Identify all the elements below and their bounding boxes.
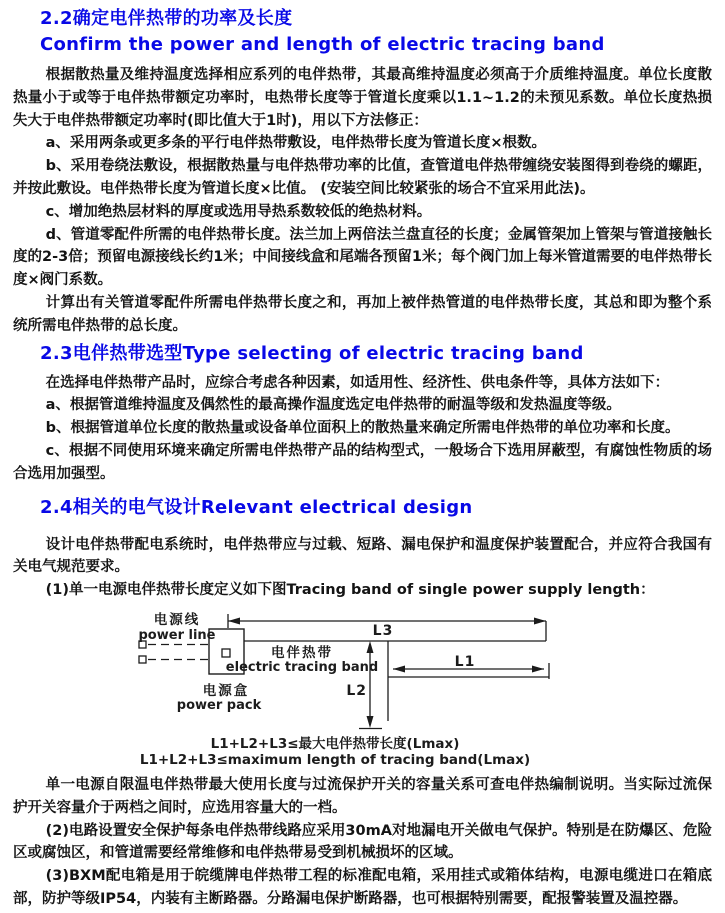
list-item-a-parallel-bands: a、采用两条或更多条的平行电伴热带敷设，电伴热带长度为管道长度×根数。	[45, 135, 547, 152]
l2-arrow-top	[367, 641, 374, 653]
section-2-2-heading-en: Confirm the power and length of electric tracing band	[40, 34, 605, 55]
section-2-4-body-bottom	[13, 774, 712, 911]
section-2-2-heading	[13, 6, 712, 58]
paragraph-bxm-distribution-box: (3)BXM配电箱是用于皖缆牌电伴热带工程的标准配电箱，采用挂式或箱体结构，电源电缆进口在箱底部，防护等级IP54，内装有主断路器。分路漏电保护断路器，也可根据特别需要，配报警装置及温控器。	[13, 868, 712, 907]
power-line-group	[139, 641, 209, 663]
list-item-a-temperature-class: a、根据管道维持温度及偶然性的最高操作温度选定电伴热带的耐温等级和发热温度等级。	[45, 397, 621, 414]
section-2-2-heading-zh: 2.2确定电伴热带的功率及长度	[40, 8, 293, 29]
paragraph-electrical-design: 设计电伴热带配电系统时，电伴热带应与过载、短路、漏电保护和温度保护装置配合，并应符合我国有关电气规范要求。	[13, 536, 712, 576]
section-2-4-heading: 2.4相关的电气设计Relevant electrical design	[40, 496, 473, 518]
l3-label: L3	[372, 622, 394, 639]
section-2-2-body	[13, 64, 712, 338]
diagram-caption-en: L1+L2+L3≤maximum length of tracing band(Lmax)	[139, 751, 531, 768]
section-2-3-heading: 2.3电伴热带选型Type selecting of electric tracing band	[40, 342, 584, 364]
section-2-3-body	[13, 372, 712, 486]
power-pack-label-zh: 电源盒	[202, 682, 250, 699]
list-item-d-pipe-fittings: d、管道零配件所需的电伴热带长度。法兰加上两倍法兰盘直径的长度；金属管架加上管架与管道接触长度的2-3倍；预留电源接线长约1米；中间接线盒和尾端各预留1米；每个阀门加上每米管道需要的电伴热带长度×阀门系数。	[13, 226, 712, 289]
paragraph-power-selection: 根据散热量及维持温度选择相应系列的电伴热带，其最高维持温度必须高于介质维持温度。单位长度散热量小于或等于电伴热带额定功率时，电热带长度等于管道长度乘以1.1~1.2的未预见系数。单位长度热损失大于电伴热带额定功率时(即比值大于1时)，用以下方法修正：	[13, 67, 712, 129]
paragraph-type-selecting-intro: 在选择电伴热带产品时，应综合考虑各种因素，如适用性、经济性、供电条件等，具体方法如下：	[45, 374, 670, 391]
l1-label: L1	[454, 653, 476, 670]
paragraph-overcurrent-capacity: 单一电源自限温电伴热带最大使用长度与过流保护开关的容量关系可查电伴热编制说明。当实际过流保护开关容量介于两档之间时，应选用容量大的一档。	[13, 776, 712, 816]
list-item-b-spiral-wrapping: b、采用卷绕法敷设，根据散热量与电伴热带功率的比值，查管道电伴热带缠绕安装图得到卷绕的螺距，并按此敷设。电伴热带长度为管道长度×比值。 (安装空间比较紧张的场合不宜采用此法)。	[13, 158, 712, 197]
power-line-label-zh: 电源线	[153, 611, 201, 628]
paragraph-total-length: 计算出有关管道零配件所需电伴热带长度之和，再加上被伴热管道的电伴热带长度，其总和即为整个系统所需电伴热带的总长度。	[13, 294, 712, 334]
list-item-c-structure-type: c、根据不同使用环境来确定所需电伴热带产品的结构型式，一般场合下选用屏蔽型，有腐蚀性物质的场合选用加强型。	[13, 442, 712, 482]
l3-arrow-right	[534, 617, 546, 624]
power-line-label-en: power line	[138, 627, 216, 643]
paragraph-leakage-protection: (2)电路设置安全保护每条电伴热带线路应采用30mA对地漏电开关做电气保护。特别是在防爆区、危险区或腐蚀区，和管道需要经常维修和电伴热带易受到机械损坏的区域。	[13, 822, 712, 862]
power-pack-inner-square	[222, 649, 230, 657]
tracing-band-length-diagram	[13, 604, 712, 768]
diagram-caption-zh: L1+L2+L3≤最大电伴热带长度(Lmax)	[210, 735, 460, 752]
l1-arrow-right	[532, 665, 544, 672]
l2-arrow-bottom	[367, 716, 374, 728]
diagram-canvas	[91, 604, 591, 736]
paragraph-single-power-supply: (1)单一电源电伴热带长度定义如下图Tracing band of single power supply length：	[45, 582, 655, 599]
l2-label: L2	[346, 682, 367, 699]
section-2-4-body-top	[13, 534, 712, 602]
diagram-caption	[85, 736, 585, 768]
tracing-band-label-zh: 电伴热带	[271, 644, 333, 661]
l1-arrow-left	[393, 665, 405, 672]
l3-arrow-left	[228, 617, 240, 624]
power-pack-label-en: power pack	[176, 697, 262, 713]
list-item-b-unit-power: b、根据管道单位长度的散热量或设备单位面积上的散热量来确定所需电伴热带的单位功率和长度。	[45, 420, 680, 437]
power-line-terminal-bottom	[139, 656, 146, 663]
list-item-c-insulation: c、增加绝热层材料的厚度或选用导热系数较低的绝热材料。	[45, 203, 432, 220]
tracing-band-label-en: electric tracing band	[225, 659, 379, 675]
